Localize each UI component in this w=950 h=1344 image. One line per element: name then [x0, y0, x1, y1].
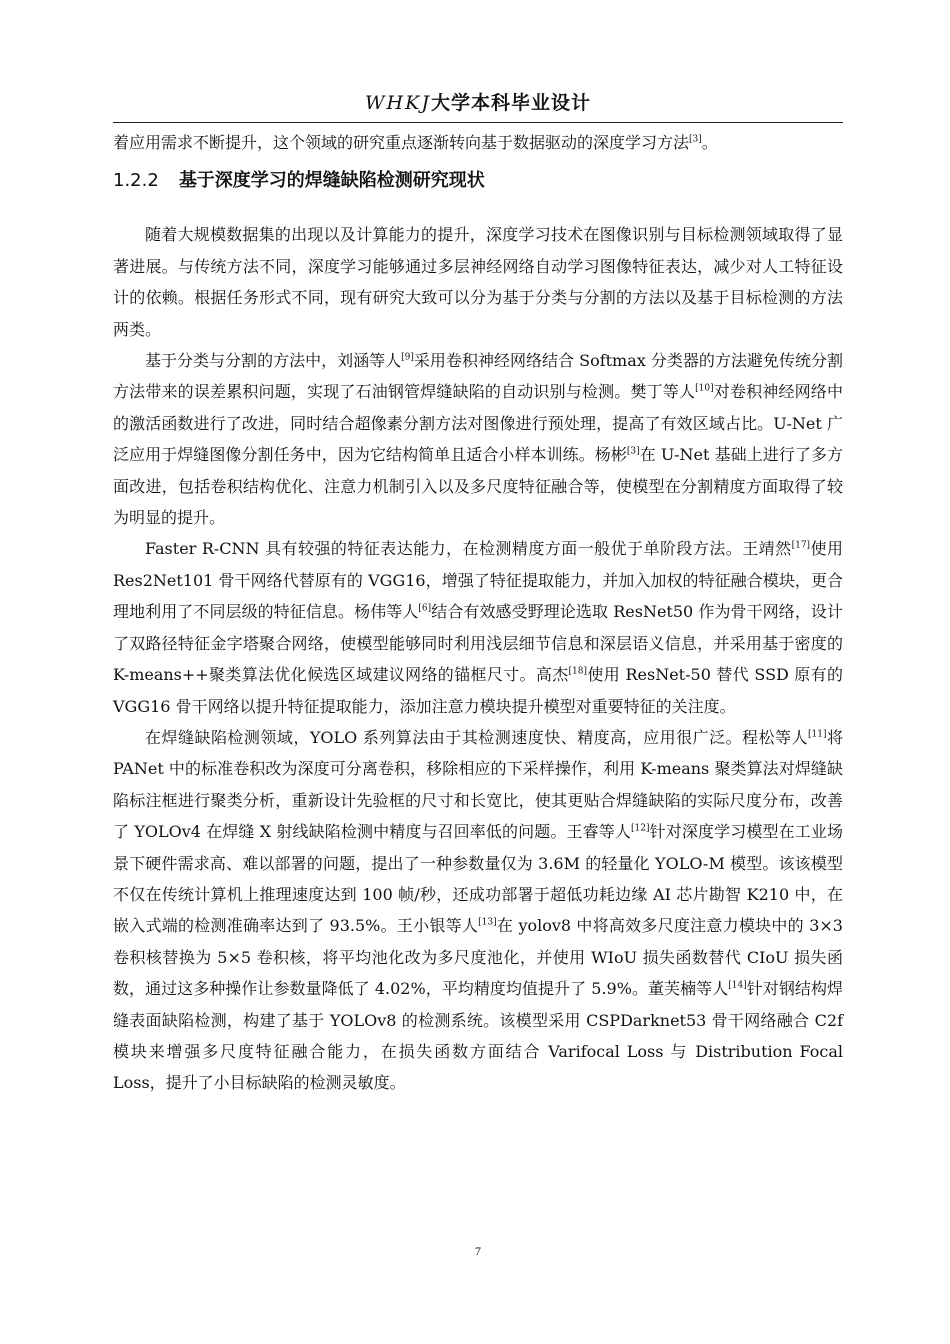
- citation: [10]: [695, 384, 714, 395]
- paragraph-3: Faster R-CNN 具有较强的特征表达能力，在检测精度方面一般优于单阶段方法。王靖然[17]使用 Res2Net101 骨干网络代替原有的 VGG16，增强了特征提取能力，并加入加权的特征融合模块，更合理地利用了不同层级的特征信息。杨伟等人[6]结合有效感受野理论选取 ResNet50 作为骨干网络，设计了双路径特征金字塔聚合网络，使模型能够同时利用浅层细节信息和深层语义信息，并采用基于密度的 K-means++聚类算法优化候选区域建议网络的锚框尺寸。高杰[18]使用 ResNet-50 替代 SSD 原有的 VGG16 骨干网络以提升特征提取能力，添加注意力模块提升模型对重要特征的关注度。: [113, 539, 843, 716]
- body-text: [113, 127, 843, 1099]
- citation: [6]: [418, 603, 432, 614]
- citation: [9]: [401, 352, 414, 363]
- header-latin: WHKJ: [365, 92, 431, 114]
- citation: [14]: [728, 980, 747, 991]
- citation: [12]: [631, 823, 650, 834]
- section-number: 1.2.2: [113, 170, 159, 192]
- paragraph-4: 在焊缝缺陷检测领域，YOLO 系列算法由于其检测速度快、精度高，应用很广泛。程松等人[11]将 PANet 中的标准卷积改为深度可分离卷积，移除相应的下采样操作，利用 K-means 聚类算法对焊缝缺陷标注框进行聚类分析，重新设计先验框的尺寸和长宽比，使其更贴合焊缝缺陷的实际尺度分布，改善了 YOLOv4 在焊缝 X 射线缺陷检测中精度与召回率低的问题。王睿等人[12]针对深度学习模型在工业场景下硬件需求高、难以部署的问题，提出了一种参数量仅为 3.6M 的轻量化 YOLO-M 模型。该该模型不仅在传统计算机上推理速度达到 100 帧/秒，还成功部署于超低功耗边缘 AI 芯片勘智 K210 中，在嵌入式端的检测准确率达到了 93.5%。王小银等人[13]在 yolov8 中将高效多尺度注意力模块中的 3×3 卷积核替换为 5×5 卷积核，将平均池化改为多尺度池化，并使用 WIoU 损失函数替代 CIoU 损失函数，通过这多种操作让参数量降低了 4.02%，平均精度均值提升了 5.9%。董芙楠等人[14]针对钢结构焊缝表面缺陷检测，构建了基于 YOLOv8 的检测系统。该模型采用 CSPDarknet53 骨干网络融合 C2f 模块来增强多尺度特征融合能力，在损失函数方面结合 Varifocal Loss 与 Distribution Focal Loss，提升了小目标缺陷的检测灵敏度。: [113, 727, 843, 1093]
- section-title: 基于深度学习的焊缝缺陷检测研究现状: [178, 170, 485, 192]
- intro-line: 着应用需求不断提升，这个领域的研究重点逐渐转向基于数据驱动的深度学习方法[3]。: [113, 133, 718, 152]
- citation: [17]: [791, 541, 811, 552]
- citation: [3]: [626, 446, 640, 457]
- page-header: [113, 84, 843, 123]
- paragraph-2: 基于分类与分割的方法中，刘涵等人[9]采用卷积神经网络结合 Softmax 分类器的方法避免传统分割方法带来的误差累积问题，实现了石油钢管焊缝缺陷的自动识别与检测。樊丁等人[10]对卷积神经网络中的激活函数进行了改进，同时结合超像素分割方法对图像进行预处理，提高了有效区域占比。U-Net 广泛应用于焊缝图像分割任务中，因为它结构简单且适合小样本训练。杨彬[3]在 U-Net 基础上进行了多方面改进，包括卷积结构优化、注意力机制引入以及多尺度特征融合等，使模型在分割精度方面取得了较为明显的提升。: [113, 351, 843, 528]
- header-title: 大学本科毕业设计: [430, 92, 591, 114]
- citation: [3]: [689, 134, 702, 145]
- page-number: 7: [475, 1244, 481, 1258]
- citation: [18]: [568, 666, 588, 677]
- citation: [13]: [478, 918, 497, 929]
- paragraph-1: 随着大规模数据集的出现以及计算能力的提升，深度学习技术在图像识别与目标检测领域取得了显著进展。与传统方法不同，深度学习能够通过多层神经网络自动学习图像特征表达，减少对人工特征设计的依赖。根据任务形式不同，现有研究大致可以分为基于分类与分割的方法以及基于目标检测的方法两类。: [113, 225, 843, 339]
- section-heading: [113, 163, 843, 199]
- citation: [11]: [808, 729, 827, 740]
